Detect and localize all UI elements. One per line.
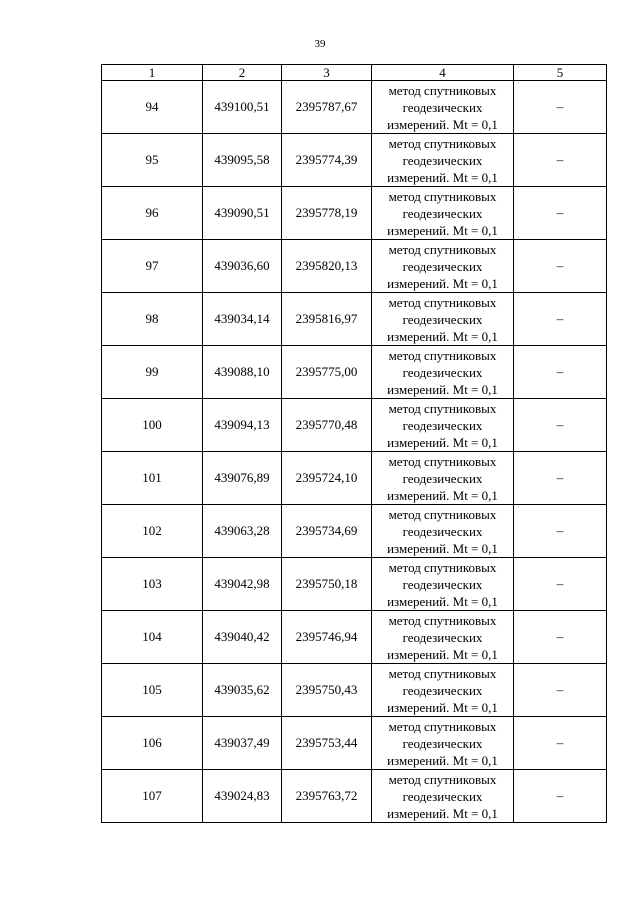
method-cell xyxy=(372,293,514,346)
x-coordinate-cell: 439090,51 xyxy=(203,187,282,240)
header-col-1: 1 xyxy=(102,65,203,81)
method-cell xyxy=(372,505,514,558)
y-coordinate-cell: 2395778,19 xyxy=(282,187,372,240)
y-coordinate-cell: 2395775,00 xyxy=(282,346,372,399)
point-number-cell: 101 xyxy=(102,452,203,505)
table-row xyxy=(102,187,607,240)
method-cell xyxy=(372,770,514,823)
note-cell: – xyxy=(514,505,607,558)
table-row xyxy=(102,611,607,664)
point-number-cell: 96 xyxy=(102,187,203,240)
x-coordinate-cell: 439094,13 xyxy=(203,399,282,452)
method-cell xyxy=(372,346,514,399)
note-cell: – xyxy=(514,293,607,346)
method-line: метод спутниковых xyxy=(388,188,497,204)
method-cell xyxy=(372,558,514,611)
x-coordinate-cell: 439063,28 xyxy=(203,505,282,558)
method-cell xyxy=(372,240,514,293)
x-coordinate-cell: 439034,14 xyxy=(203,293,282,346)
method-line: метод спутниковых xyxy=(388,612,497,628)
page-number: 39 xyxy=(314,38,326,50)
method-line: геодезических xyxy=(402,629,483,645)
method-line: метод спутниковых xyxy=(388,135,497,151)
method-line: метод спутниковых xyxy=(388,453,497,469)
method-line: измерений. Mt = 0,1 xyxy=(387,805,498,821)
note-cell: – xyxy=(514,452,607,505)
y-coordinate-cell: 2395746,94 xyxy=(282,611,372,664)
table-row xyxy=(102,399,607,452)
note-cell: – xyxy=(514,717,607,770)
y-coordinate-cell: 2395770,48 xyxy=(282,399,372,452)
method-cell xyxy=(372,611,514,664)
method-line: геодезических xyxy=(402,735,483,751)
method-line: измерений. Mt = 0,1 xyxy=(387,434,498,450)
note-cell: – xyxy=(514,611,607,664)
header-col-4: 4 xyxy=(372,65,514,81)
y-coordinate-cell: 2395774,39 xyxy=(282,134,372,187)
table-row xyxy=(102,134,607,187)
method-cell xyxy=(372,134,514,187)
method-cell xyxy=(372,717,514,770)
method-line: метод спутниковых xyxy=(388,771,497,787)
note-cell: – xyxy=(514,558,607,611)
method-line: геодезических xyxy=(402,417,483,433)
method-line: геодезических xyxy=(402,788,483,804)
y-coordinate-cell: 2395734,69 xyxy=(282,505,372,558)
method-line: измерений. Mt = 0,1 xyxy=(387,487,498,503)
method-line: измерений. Mt = 0,1 xyxy=(387,169,498,185)
method-line: геодезических xyxy=(402,99,483,115)
method-line: измерений. Mt = 0,1 xyxy=(387,540,498,556)
note-cell: – xyxy=(514,346,607,399)
point-number-cell: 102 xyxy=(102,505,203,558)
header-col-2: 2 xyxy=(203,65,282,81)
point-number-cell: 99 xyxy=(102,346,203,399)
x-coordinate-cell: 439024,83 xyxy=(203,770,282,823)
method-line: метод спутниковых xyxy=(388,241,497,257)
method-line: метод спутниковых xyxy=(388,400,497,416)
method-line: геодезических xyxy=(402,364,483,380)
point-number-cell: 103 xyxy=(102,558,203,611)
point-number-cell: 107 xyxy=(102,770,203,823)
table-row xyxy=(102,664,607,717)
table-row xyxy=(102,240,607,293)
point-number-cell: 100 xyxy=(102,399,203,452)
table-body xyxy=(102,81,607,823)
method-line: геодезических xyxy=(402,470,483,486)
note-cell: – xyxy=(514,134,607,187)
table-row xyxy=(102,770,607,823)
method-line: метод спутниковых xyxy=(388,559,497,575)
table-row xyxy=(102,293,607,346)
x-coordinate-cell: 439040,42 xyxy=(203,611,282,664)
method-line: метод спутниковых xyxy=(388,82,497,98)
table-header-row xyxy=(102,65,607,81)
y-coordinate-cell: 2395763,72 xyxy=(282,770,372,823)
method-cell xyxy=(372,187,514,240)
method-line: измерений. Mt = 0,1 xyxy=(387,593,498,609)
method-line: измерений. Mt = 0,1 xyxy=(387,699,498,715)
method-line: измерений. Mt = 0,1 xyxy=(387,381,498,397)
method-line: измерений. Mt = 0,1 xyxy=(387,275,498,291)
point-number-cell: 94 xyxy=(102,81,203,134)
coordinates-table xyxy=(101,64,607,823)
note-cell: – xyxy=(514,187,607,240)
method-line: геодезических xyxy=(402,523,483,539)
method-line: метод спутниковых xyxy=(388,665,497,681)
x-coordinate-cell: 439036,60 xyxy=(203,240,282,293)
method-line: геодезических xyxy=(402,258,483,274)
x-coordinate-cell: 439100,51 xyxy=(203,81,282,134)
table-row xyxy=(102,558,607,611)
note-cell: – xyxy=(514,240,607,293)
y-coordinate-cell: 2395750,18 xyxy=(282,558,372,611)
point-number-cell: 95 xyxy=(102,134,203,187)
note-cell: – xyxy=(514,399,607,452)
point-number-cell: 106 xyxy=(102,717,203,770)
note-cell: – xyxy=(514,664,607,717)
method-line: геодезических xyxy=(402,576,483,592)
y-coordinate-cell: 2395750,43 xyxy=(282,664,372,717)
point-number-cell: 97 xyxy=(102,240,203,293)
method-line: геодезических xyxy=(402,152,483,168)
table-row xyxy=(102,717,607,770)
method-line: метод спутниковых xyxy=(388,718,497,734)
point-number-cell: 105 xyxy=(102,664,203,717)
method-cell xyxy=(372,664,514,717)
x-coordinate-cell: 439088,10 xyxy=(203,346,282,399)
y-coordinate-cell: 2395787,67 xyxy=(282,81,372,134)
y-coordinate-cell: 2395816,97 xyxy=(282,293,372,346)
method-line: измерений. Mt = 0,1 xyxy=(387,752,498,768)
x-coordinate-cell: 439095,58 xyxy=(203,134,282,187)
table-row xyxy=(102,81,607,134)
method-line: измерений. Mt = 0,1 xyxy=(387,222,498,238)
x-coordinate-cell: 439035,62 xyxy=(203,664,282,717)
method-line: метод спутниковых xyxy=(388,294,497,310)
method-line: измерений. Mt = 0,1 xyxy=(387,328,498,344)
table-row xyxy=(102,505,607,558)
method-line: геодезических xyxy=(402,311,483,327)
note-cell: – xyxy=(514,770,607,823)
method-line: измерений. Mt = 0,1 xyxy=(387,116,498,132)
table-row xyxy=(102,346,607,399)
y-coordinate-cell: 2395820,13 xyxy=(282,240,372,293)
method-cell xyxy=(372,452,514,505)
x-coordinate-cell: 439076,89 xyxy=(203,452,282,505)
header-col-3: 3 xyxy=(282,65,372,81)
method-line: геодезических xyxy=(402,682,483,698)
method-cell xyxy=(372,81,514,134)
point-number-cell: 104 xyxy=(102,611,203,664)
method-line: измерений. Mt = 0,1 xyxy=(387,646,498,662)
x-coordinate-cell: 439042,98 xyxy=(203,558,282,611)
y-coordinate-cell: 2395753,44 xyxy=(282,717,372,770)
method-line: геодезических xyxy=(402,205,483,221)
table-row xyxy=(102,452,607,505)
x-coordinate-cell: 439037,49 xyxy=(203,717,282,770)
note-cell: – xyxy=(514,81,607,134)
y-coordinate-cell: 2395724,10 xyxy=(282,452,372,505)
method-cell xyxy=(372,399,514,452)
header-col-5: 5 xyxy=(514,65,607,81)
method-line: метод спутниковых xyxy=(388,347,497,363)
method-line: метод спутниковых xyxy=(388,506,497,522)
point-number-cell: 98 xyxy=(102,293,203,346)
